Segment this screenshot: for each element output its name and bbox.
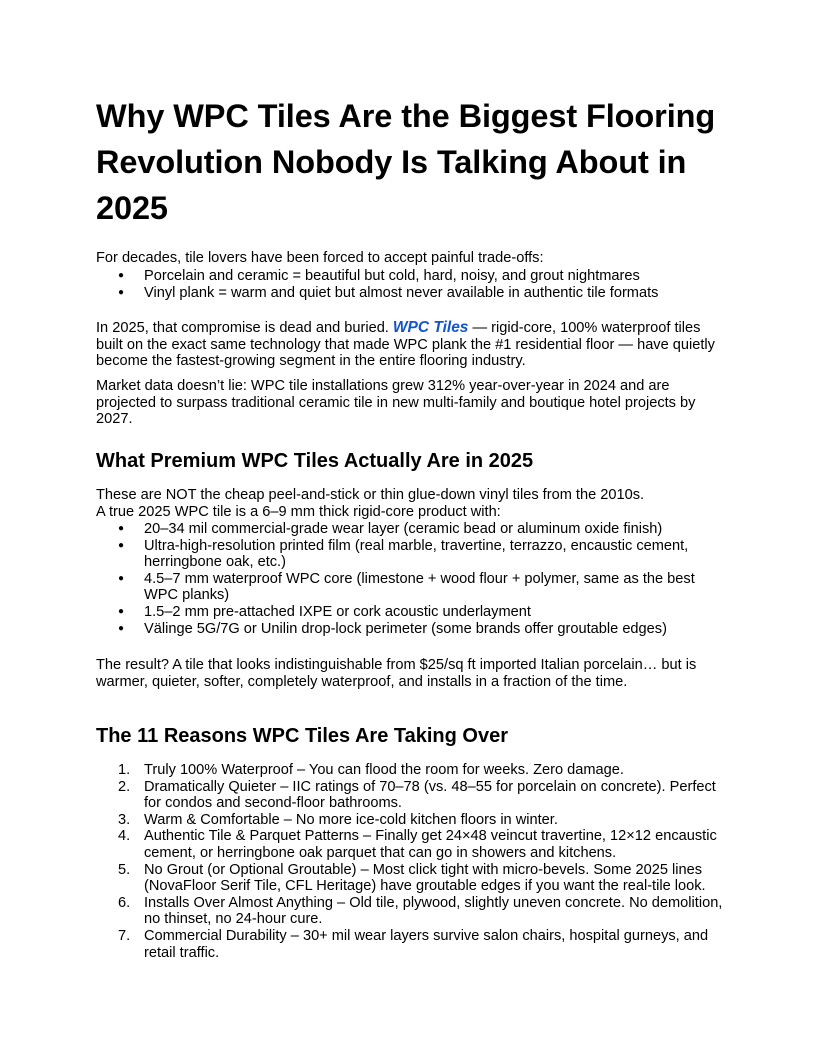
list-text: Authentic Tile & Parquet Patterns – Finally get 24×48 veincut travertine, 12×12 encaustic cement, or herringbone oak parquet that can go in showers and kitchens. [144,828,717,861]
result-paragraph: The result? A tile that looks indistinguishable from $25/sq ft imported Italian porcelain… but is warmer, quieter, softer, completely waterproof, and installs in a fraction of the time. [96,657,697,690]
list-item: ● 20–34 mil commercial-grade wear layer (ceramic bead or aluminum oxide finish) [96,521,726,538]
list-number: 7. [118,927,131,944]
list-item: ● Porcelain and ceramic = beautiful but cold, hard, noisy, and grout nightmares [96,268,726,285]
list-text: Warm & Comfortable – No more ice-cold kitchen floors in winter. [144,811,558,828]
list-item [96,928,726,961]
list-number: 4. [118,828,131,845]
page-title: Why WPC Tiles Are the Biggest Flooring Revolution Nobody Is Talking About in 2025 [96,98,716,226]
list-text: Commercial Durability – 30+ mil wear layers survive salon chairs, hospital gurneys, and retail traffic. [144,927,709,961]
list-item [96,862,726,895]
list-item: ● 4.5–7 mm waterproof WPC core (limestone + wood flour + polymer, same as the best WPC planks) [96,571,726,604]
list-item: ● 1.5–2 mm pre-attached IXPE or cork acoustic underlayment [96,604,726,621]
list-number: 3. [118,811,131,828]
section-heading-reasons: The 11 Reasons WPC Tiles Are Taking Over [96,725,509,747]
list-text: Truly 100% Waterproof – You can flood the room for weeks. Zero damage. [144,762,624,778]
list-item [96,812,726,829]
list-item [96,779,726,812]
intro-text-after-link: — rigid-core, 100% waterproof tiles built on the exact same technology that made WPC plank the #1 residential floor — have quietly become the fastest-growing segment in the entire flooring industry. [96,320,715,370]
intro-lead: For decades, tile lovers have been forced to accept painful trade-offs: [96,250,544,266]
list-item [96,895,726,928]
list-number: 2. [118,778,131,795]
market-paragraph: Market data doesn’t lie: WPC tile installations grew 312% year-over-year in 2024 and are projected to surpass traditional ceramic tile in new multi-family and boutique hotel projects by 2027. [96,378,696,428]
list-text: No Grout (or Optional Groutable) – Most click tight with micro-bevels. Some 2025 lines (NovaFloor Serif Tile, CFL Heritage) have groutable edges if you want the real-tile look. [144,861,706,895]
reasons-list [96,762,726,961]
intro-paragraph [96,320,726,370]
list-item: ● Ultra-high-resolution printed film (real marble, travertine, terrazzo, encaustic cement, herringbone oak, etc.) [96,538,726,571]
list-text: Installs Over Almost Anything – Old tile, plywood, slightly uneven concrete. No demolition, no thinset, no 24-hour cure. [144,894,723,928]
intro-text-before-link: In 2025, that compromise is dead and buried. [96,320,393,336]
section1-line2: A true 2025 WPC tile is a 6–9 mm thick rigid-core product with: [96,504,501,520]
list-text: Dramatically Quieter – IIC ratings of 70–78 (vs. 48–55 for porcelain on concrete). Perfect for condos and second-floor bathrooms. [144,778,716,812]
spec-bullet-list [96,521,726,637]
section1-line1: These are NOT the cheap peel-and-stick or thin glue-down vinyl tiles from the 2010s. [96,487,645,503]
intro-bullet-list [96,268,726,301]
list-item [96,762,726,779]
list-item: ● Välinge 5G/7G or Unilin drop-lock perimeter (some brands offer groutable edges) [96,621,726,638]
list-item: ● Vinyl plank = warm and quiet but almost never available in authentic tile formats [96,285,726,302]
section-heading-what-are: What Premium WPC Tiles Actually Are in 2025 [96,450,534,472]
list-number: 6. [118,894,131,911]
list-number: 1. [118,762,131,778]
list-number: 5. [118,861,131,878]
wpc-tiles-link[interactable]: WPC Tiles [392,319,469,336]
list-item [96,828,726,861]
